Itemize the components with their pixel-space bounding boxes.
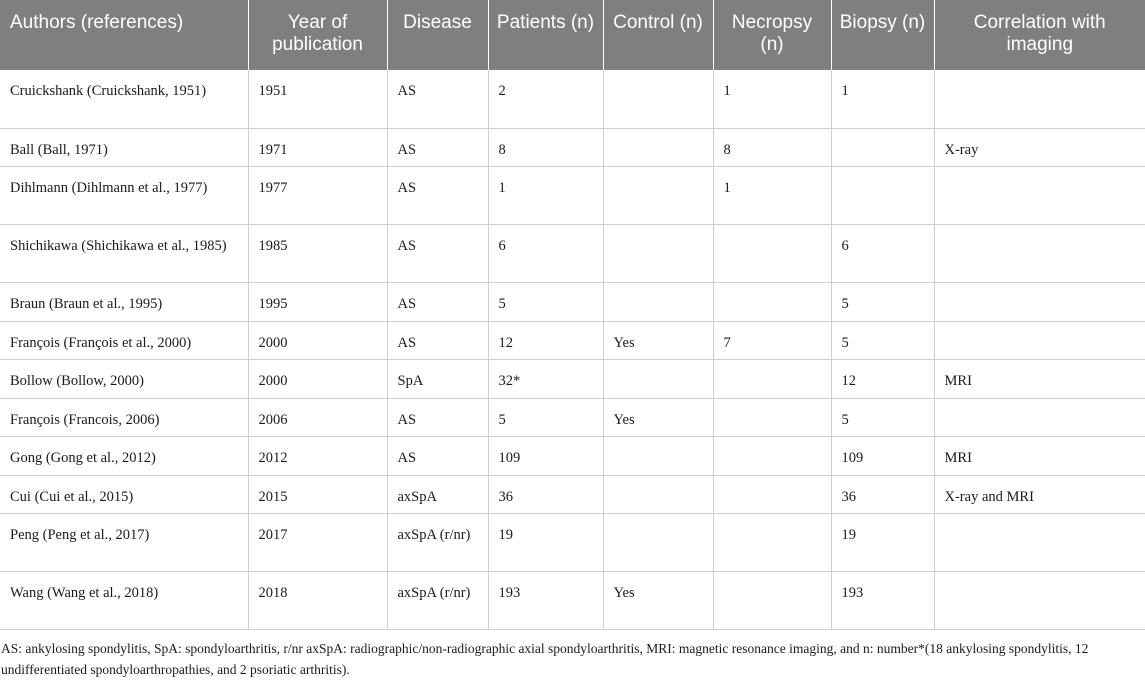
cell-necropsy: 1 bbox=[713, 70, 831, 128]
cell-necropsy bbox=[713, 475, 831, 514]
cell-patients: 8 bbox=[488, 128, 603, 167]
cell-year: 2006 bbox=[248, 398, 387, 437]
cell-control bbox=[603, 514, 713, 572]
table-row bbox=[0, 167, 1145, 225]
cell-control bbox=[603, 70, 713, 128]
cell-author: Dihlmann (Dihlmann et al., 1977) bbox=[0, 167, 248, 225]
cell-disease: axSpA bbox=[387, 475, 488, 514]
cell-disease: AS bbox=[387, 437, 488, 476]
cell-control bbox=[603, 225, 713, 283]
cell-necropsy: 7 bbox=[713, 321, 831, 360]
cell-imaging bbox=[934, 70, 1145, 128]
cell-year: 2018 bbox=[248, 572, 387, 630]
cell-imaging: MRI bbox=[934, 437, 1145, 476]
cell-patients: 109 bbox=[488, 437, 603, 476]
cell-disease: AS bbox=[387, 321, 488, 360]
cell-author: Gong (Gong et al., 2012) bbox=[0, 437, 248, 476]
cell-disease: SpA bbox=[387, 360, 488, 399]
cell-author: François (Francois, 2006) bbox=[0, 398, 248, 437]
table-row bbox=[0, 225, 1145, 283]
cell-control: Yes bbox=[603, 572, 713, 630]
cell-necropsy bbox=[713, 225, 831, 283]
cell-control bbox=[603, 128, 713, 167]
header-control: Control (n) bbox=[603, 0, 713, 70]
cell-imaging: X-ray and MRI bbox=[934, 475, 1145, 514]
cell-imaging bbox=[934, 398, 1145, 437]
cell-author: Ball (Ball, 1971) bbox=[0, 128, 248, 167]
table-row bbox=[0, 283, 1145, 322]
cell-control bbox=[603, 475, 713, 514]
cell-imaging bbox=[934, 167, 1145, 225]
header-disease: Disease bbox=[387, 0, 488, 70]
cell-biopsy: 5 bbox=[831, 321, 934, 360]
table-row bbox=[0, 70, 1145, 128]
cell-year: 1951 bbox=[248, 70, 387, 128]
cell-author: Cui (Cui et al., 2015) bbox=[0, 475, 248, 514]
cell-biopsy bbox=[831, 167, 934, 225]
cell-necropsy bbox=[713, 283, 831, 322]
cell-biopsy: 1 bbox=[831, 70, 934, 128]
cell-imaging bbox=[934, 514, 1145, 572]
cell-disease: axSpA (r/nr) bbox=[387, 572, 488, 630]
cell-control: Yes bbox=[603, 321, 713, 360]
cell-year: 2015 bbox=[248, 475, 387, 514]
cell-author: Peng (Peng et al., 2017) bbox=[0, 514, 248, 572]
cell-patients: 193 bbox=[488, 572, 603, 630]
cell-biopsy bbox=[831, 128, 934, 167]
table-row bbox=[0, 514, 1145, 572]
cell-imaging bbox=[934, 225, 1145, 283]
table-body bbox=[0, 70, 1145, 630]
table-header bbox=[0, 0, 1145, 70]
cell-patients: 1 bbox=[488, 167, 603, 225]
cell-necropsy bbox=[713, 514, 831, 572]
cell-control bbox=[603, 360, 713, 399]
cell-necropsy bbox=[713, 398, 831, 437]
cell-patients: 12 bbox=[488, 321, 603, 360]
cell-imaging bbox=[934, 283, 1145, 322]
table-row bbox=[0, 475, 1145, 514]
header-necropsy: Necropsy (n) bbox=[713, 0, 831, 70]
cell-author: Bollow (Bollow, 2000) bbox=[0, 360, 248, 399]
cell-imaging bbox=[934, 321, 1145, 360]
cell-year: 2000 bbox=[248, 321, 387, 360]
table-row bbox=[0, 321, 1145, 360]
cell-patients: 5 bbox=[488, 283, 603, 322]
cell-author: François (François et al., 2000) bbox=[0, 321, 248, 360]
header-year: Year of publication bbox=[248, 0, 387, 70]
cell-biopsy: 6 bbox=[831, 225, 934, 283]
cell-year: 2000 bbox=[248, 360, 387, 399]
cell-patients: 36 bbox=[488, 475, 603, 514]
cell-imaging: MRI bbox=[934, 360, 1145, 399]
cell-necropsy bbox=[713, 360, 831, 399]
cell-patients: 6 bbox=[488, 225, 603, 283]
cell-patients: 32* bbox=[488, 360, 603, 399]
cell-disease: axSpA (r/nr) bbox=[387, 514, 488, 572]
header-authors: Authors (references) bbox=[0, 0, 248, 70]
cell-patients: 19 bbox=[488, 514, 603, 572]
header-row bbox=[0, 0, 1145, 70]
cell-necropsy: 1 bbox=[713, 167, 831, 225]
table-row bbox=[0, 572, 1145, 630]
cell-author: Braun (Braun et al., 1995) bbox=[0, 283, 248, 322]
cell-necropsy bbox=[713, 572, 831, 630]
cell-year: 2012 bbox=[248, 437, 387, 476]
cell-year: 1971 bbox=[248, 128, 387, 167]
table-row bbox=[0, 360, 1145, 399]
cell-disease: AS bbox=[387, 398, 488, 437]
table-row bbox=[0, 128, 1145, 167]
cell-biopsy: 5 bbox=[831, 283, 934, 322]
cell-patients: 2 bbox=[488, 70, 603, 128]
cell-year: 2017 bbox=[248, 514, 387, 572]
cell-disease: AS bbox=[387, 167, 488, 225]
cell-biopsy: 19 bbox=[831, 514, 934, 572]
cell-disease: AS bbox=[387, 128, 488, 167]
cell-imaging: X-ray bbox=[934, 128, 1145, 167]
table-row bbox=[0, 398, 1145, 437]
cell-necropsy bbox=[713, 437, 831, 476]
cell-year: 1995 bbox=[248, 283, 387, 322]
cell-biopsy: 5 bbox=[831, 398, 934, 437]
cell-patients: 5 bbox=[488, 398, 603, 437]
cell-control: Yes bbox=[603, 398, 713, 437]
header-imaging: Correlation with imaging bbox=[934, 0, 1145, 70]
cell-control bbox=[603, 167, 713, 225]
cell-biopsy: 12 bbox=[831, 360, 934, 399]
cell-biopsy: 109 bbox=[831, 437, 934, 476]
cell-biopsy: 193 bbox=[831, 572, 934, 630]
table-footnote: AS: ankylosing spondylitis, SpA: spondyloarthritis, r/nr axSpA: radiographic/non-radiographic axial spondyloarthritis, MRI: magnetic resonance imaging, and n: number*(18 ankylosing spondylitis, 12 undifferentiated spondyloarthropathies, and 2 psoriatic arthritis). bbox=[1, 641, 1089, 677]
cell-disease: AS bbox=[387, 283, 488, 322]
cell-author: Shichikawa (Shichikawa et al., 1985) bbox=[0, 225, 248, 283]
cell-control bbox=[603, 283, 713, 322]
cell-author: Cruickshank (Cruickshank, 1951) bbox=[0, 70, 248, 128]
cell-biopsy: 36 bbox=[831, 475, 934, 514]
cell-year: 1977 bbox=[248, 167, 387, 225]
cell-disease: AS bbox=[387, 225, 488, 283]
cell-author: Wang (Wang et al., 2018) bbox=[0, 572, 248, 630]
header-biopsy: Biopsy (n) bbox=[831, 0, 934, 70]
cell-imaging bbox=[934, 572, 1145, 630]
cell-necropsy: 8 bbox=[713, 128, 831, 167]
cell-year: 1985 bbox=[248, 225, 387, 283]
header-patients: Patients (n) bbox=[488, 0, 603, 70]
cell-disease: AS bbox=[387, 70, 488, 128]
table-row bbox=[0, 437, 1145, 476]
cell-control bbox=[603, 437, 713, 476]
